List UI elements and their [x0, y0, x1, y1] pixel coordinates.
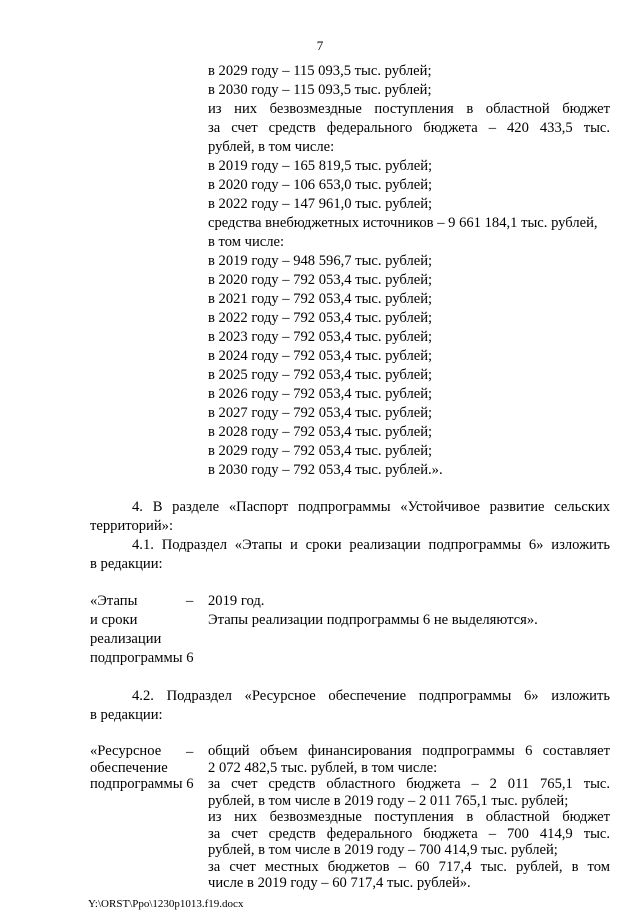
paragraph-line: в редакции:: [90, 556, 163, 572]
dash: –: [186, 593, 194, 609]
dash: –: [186, 744, 194, 760]
text-line: в 2028 году – 792 053,4 тыс. рублей;: [208, 424, 433, 440]
file-path-footer: Y:\ORST\Ppo\1230p1013.f19.docx: [88, 897, 244, 910]
text-line: в 2019 году – 165 819,5 тыс. рублей;: [208, 158, 433, 174]
page-number: 7: [316, 38, 324, 53]
row-label: обеспечение: [90, 759, 168, 776]
row-label: «Этапы: [90, 593, 138, 609]
text-line: в 2025 году – 792 053,4 тыс. рублей;: [208, 367, 433, 383]
row-value: 2 072 482,5 тыс. рублей, в том числе:: [208, 759, 438, 776]
text-line: рублей, в том числе:: [208, 139, 335, 155]
row-label: «Ресурсное: [90, 743, 162, 759]
paragraph-line: 4.1. Подраздел «Этапы и сроки реализации подпрограммы 6» изложить: [132, 537, 610, 553]
text-line: в 2020 году – 792 053,4 тыс. рублей;: [208, 272, 433, 288]
text-line: в 2023 году – 792 053,4 тыс. рублей;: [208, 329, 433, 345]
row-value: числе в 2019 году – 60 717,4 тыс. рублей».: [208, 875, 471, 891]
text-line: в 2026 году – 792 053,4 тыс. рублей;: [208, 386, 433, 402]
text-line: в 2024 году – 792 053,4 тыс. рублей;: [208, 348, 433, 364]
row-value: Этапы реализации подпрограммы 6 не выделяются».: [208, 612, 538, 628]
row-label: реализации: [90, 631, 162, 647]
text-line: в 2022 году – 147 961,0 тыс. рублей;: [208, 196, 433, 212]
text-line: в 2021 году – 792 053,4 тыс. рублей;: [208, 291, 433, 307]
row-value: общий объем финансирования подпрограммы 6 составляет: [208, 743, 610, 759]
paragraph-line: 4. В разделе «Паспорт подпрограммы «Устойчивое развитие сельских: [132, 499, 610, 515]
row-value: 2019 год.: [208, 593, 265, 609]
text-line: в 2020 году – 106 653,0 тыс. рублей;: [208, 177, 433, 193]
row-label: и сроки: [90, 612, 138, 628]
text-line: в 2019 году – 948 596,7 тыс. рублей;: [208, 253, 433, 269]
text-line: за счет средств федерального бюджета – 420 433,5 тыс.: [208, 120, 610, 136]
row-value: за счет средств федерального бюджета – 700 414,9 тыс.: [208, 825, 610, 842]
text-line: в том числе:: [208, 234, 285, 250]
row-value: за счет местных бюджетов – 60 717,4 тыс. рублей, в том: [208, 858, 610, 875]
text-line: в 2027 году – 792 053,4 тыс. рублей;: [208, 405, 433, 421]
row-value: рублей, в том числе в 2019 году – 2 011 765,1 тыс. рублей;: [208, 792, 569, 809]
text-line: в 2029 году – 792 053,4 тыс. рублей;: [208, 443, 433, 459]
text-line: средства внебюджетных источников – 9 661 184,1 тыс. рублей,: [208, 215, 598, 231]
row-value: из них безвозмездные поступления в областной бюджет: [208, 809, 610, 825]
paragraph-line: в редакции:: [90, 707, 163, 723]
text-line: в 2029 году – 115 093,5 тыс. рублей;: [208, 63, 432, 79]
text-line: в 2022 году – 792 053,4 тыс. рублей;: [208, 310, 433, 326]
row-label: подпрограммы 6: [90, 776, 194, 792]
row-value: рублей, в том числе в 2019 году – 700 414,9 тыс. рублей;: [208, 842, 558, 858]
row-label: подпрограммы 6: [90, 650, 194, 666]
text-line: из них безвозмездные поступления в областной бюджет: [208, 101, 610, 117]
paragraph-line: территорий»:: [90, 518, 174, 534]
text-line: в 2030 году – 792 053,4 тыс. рублей.».: [208, 462, 443, 478]
paragraph-line: 4.2. Подраздел «Ресурсное обеспечение подпрограммы 6» изложить: [132, 688, 610, 704]
text-line: в 2030 году – 115 093,5 тыс. рублей;: [208, 82, 432, 98]
row-value: за счет средств областного бюджета – 2 011 765,1 тыс.: [208, 776, 610, 792]
